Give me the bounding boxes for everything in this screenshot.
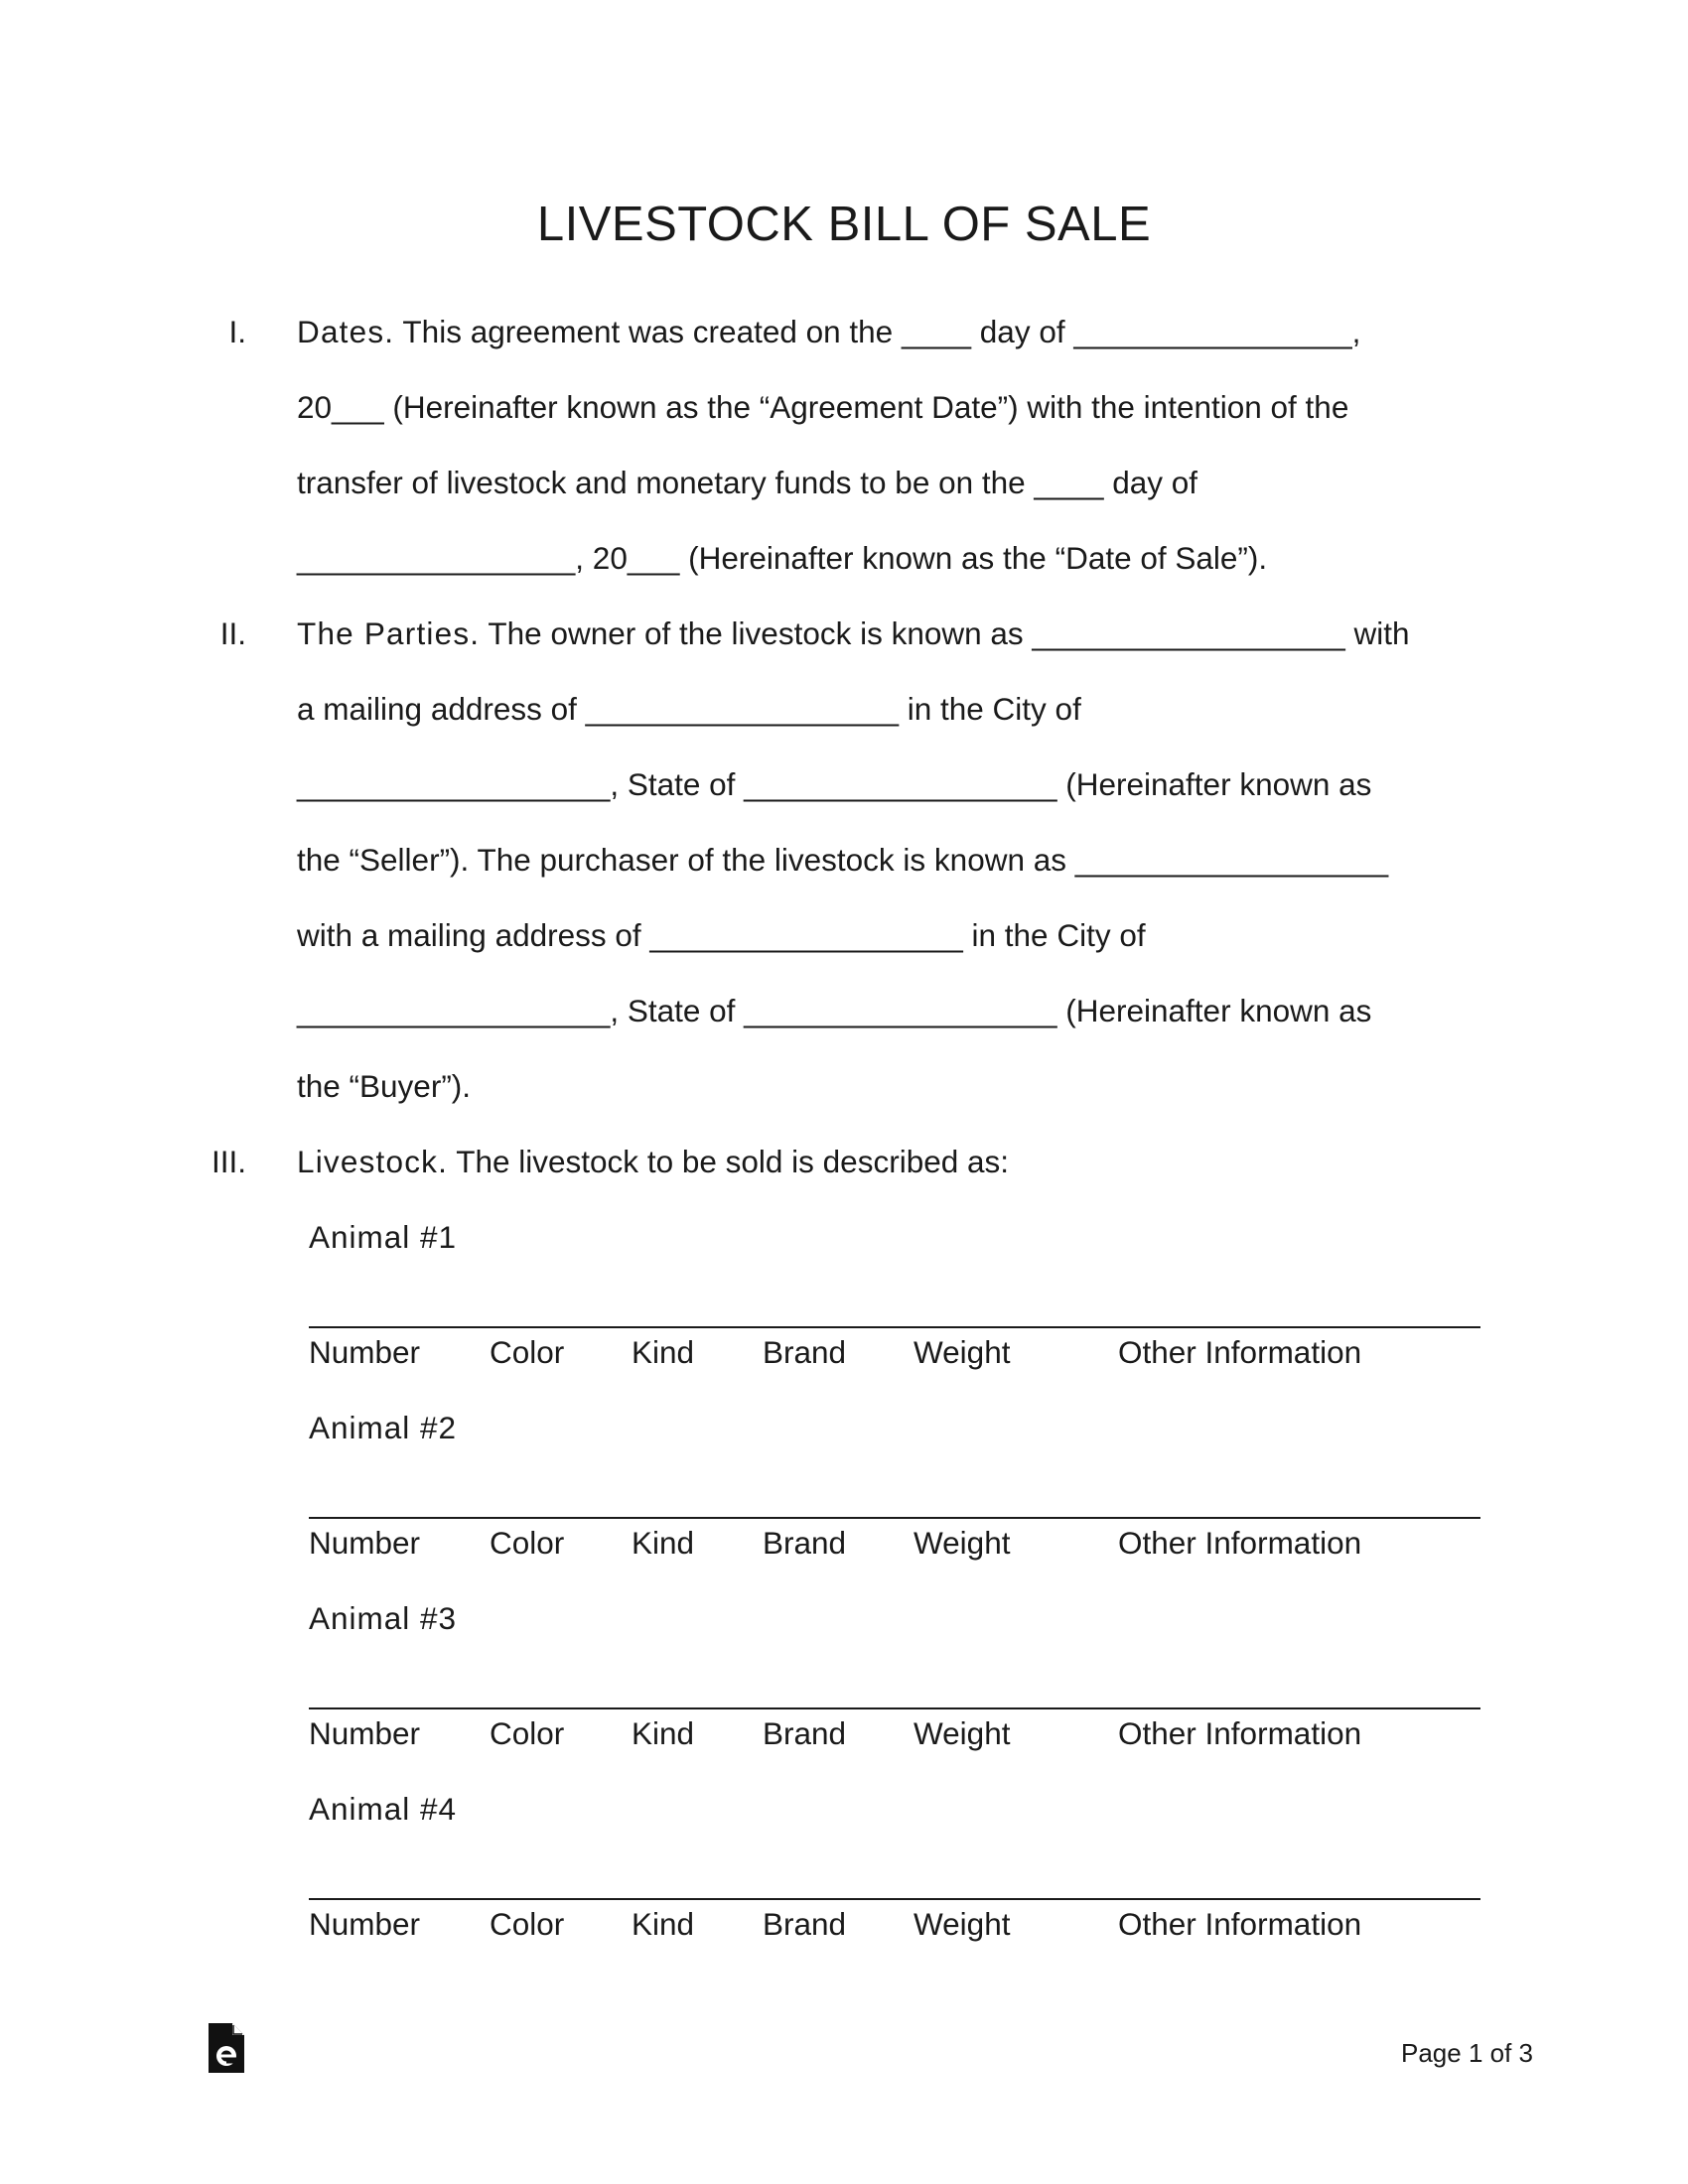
eforms-logo-icon bbox=[207, 2019, 246, 2075]
section-numeral-1: I. bbox=[228, 314, 246, 349]
label-kind: Kind bbox=[632, 1906, 695, 1942]
label-other-information: Other Information bbox=[1118, 1715, 1362, 1751]
label-other-information: Other Information bbox=[1118, 1906, 1362, 1942]
label-number: Number bbox=[309, 1715, 421, 1751]
section-heading-parties: The Parties. bbox=[297, 615, 481, 651]
section-2-text: The owner of the livestock is known as __________________ with bbox=[480, 615, 1410, 651]
label-kind: Kind bbox=[632, 1525, 695, 1561]
animal-title: Animal #3 bbox=[309, 1600, 458, 1636]
page-number: Page 1 of 3 bbox=[1401, 2038, 1533, 2068]
section-2-line-4: the “Seller”). The purchaser of the livestock is known as __________________ bbox=[297, 842, 1389, 878]
label-weight: Weight bbox=[914, 1906, 1011, 1942]
label-brand: Brand bbox=[763, 1906, 847, 1942]
animal-entry-line[interactable] bbox=[309, 1707, 1480, 1709]
label-brand: Brand bbox=[763, 1525, 847, 1561]
label-weight: Weight bbox=[914, 1715, 1011, 1751]
animal-entry-line[interactable] bbox=[309, 1326, 1480, 1328]
section-heading-livestock: Livestock. bbox=[297, 1144, 449, 1179]
label-kind: Kind bbox=[632, 1715, 695, 1751]
animal-title: Animal #1 bbox=[309, 1219, 458, 1255]
label-weight: Weight bbox=[914, 1334, 1011, 1370]
label-color: Color bbox=[490, 1906, 565, 1942]
label-color: Color bbox=[490, 1525, 565, 1561]
label-color: Color bbox=[490, 1715, 565, 1751]
section-heading-dates: Dates. bbox=[297, 314, 395, 349]
section-1-text: This agreement was created on the ____ day of ________________, bbox=[394, 314, 1361, 349]
section-2-line-1 bbox=[297, 614, 1410, 653]
label-brand: Brand bbox=[763, 1715, 847, 1751]
section-2-line-2: a mailing address of __________________ in the City of bbox=[297, 691, 1081, 727]
section-2-line-7: the “Buyer”). bbox=[297, 1068, 472, 1104]
label-number: Number bbox=[309, 1334, 421, 1370]
label-kind: Kind bbox=[632, 1334, 695, 1370]
animal-entry-line[interactable] bbox=[309, 1898, 1480, 1900]
section-2-line-5: with a mailing address of __________________ in the City of bbox=[297, 917, 1146, 953]
animal-title: Animal #4 bbox=[309, 1791, 458, 1827]
label-brand: Brand bbox=[763, 1334, 847, 1370]
label-other-information: Other Information bbox=[1118, 1525, 1362, 1561]
section-1-line-2: 20___ (Hereinafter known as the “Agreement Date”) with the intention of the bbox=[297, 389, 1349, 425]
section-2-line-6: __________________, State of __________________ (Hereinafter known as bbox=[297, 993, 1372, 1028]
label-weight: Weight bbox=[914, 1525, 1011, 1561]
section-3-text: The livestock to be sold is described as: bbox=[448, 1144, 1010, 1179]
section-numeral-3: III. bbox=[211, 1144, 246, 1179]
section-numeral-2: II. bbox=[219, 615, 246, 651]
label-number: Number bbox=[309, 1906, 421, 1942]
label-color: Color bbox=[490, 1334, 565, 1370]
document-title: LIVESTOCK BILL OF SALE bbox=[536, 198, 1152, 251]
animal-title: Animal #2 bbox=[309, 1410, 458, 1445]
section-1-line-1 bbox=[297, 312, 1360, 351]
section-2-line-3: __________________, State of __________________ (Hereinafter known as bbox=[297, 766, 1372, 802]
section-1-line-3: transfer of livestock and monetary funds to be on the ____ day of bbox=[297, 465, 1198, 500]
section-3-line-1 bbox=[297, 1142, 1009, 1181]
label-other-information: Other Information bbox=[1118, 1334, 1362, 1370]
label-number: Number bbox=[309, 1525, 421, 1561]
section-1-line-4: ________________, 20___ (Hereinafter known as the “Date of Sale”). bbox=[297, 540, 1268, 576]
animal-entry-line[interactable] bbox=[309, 1517, 1480, 1519]
